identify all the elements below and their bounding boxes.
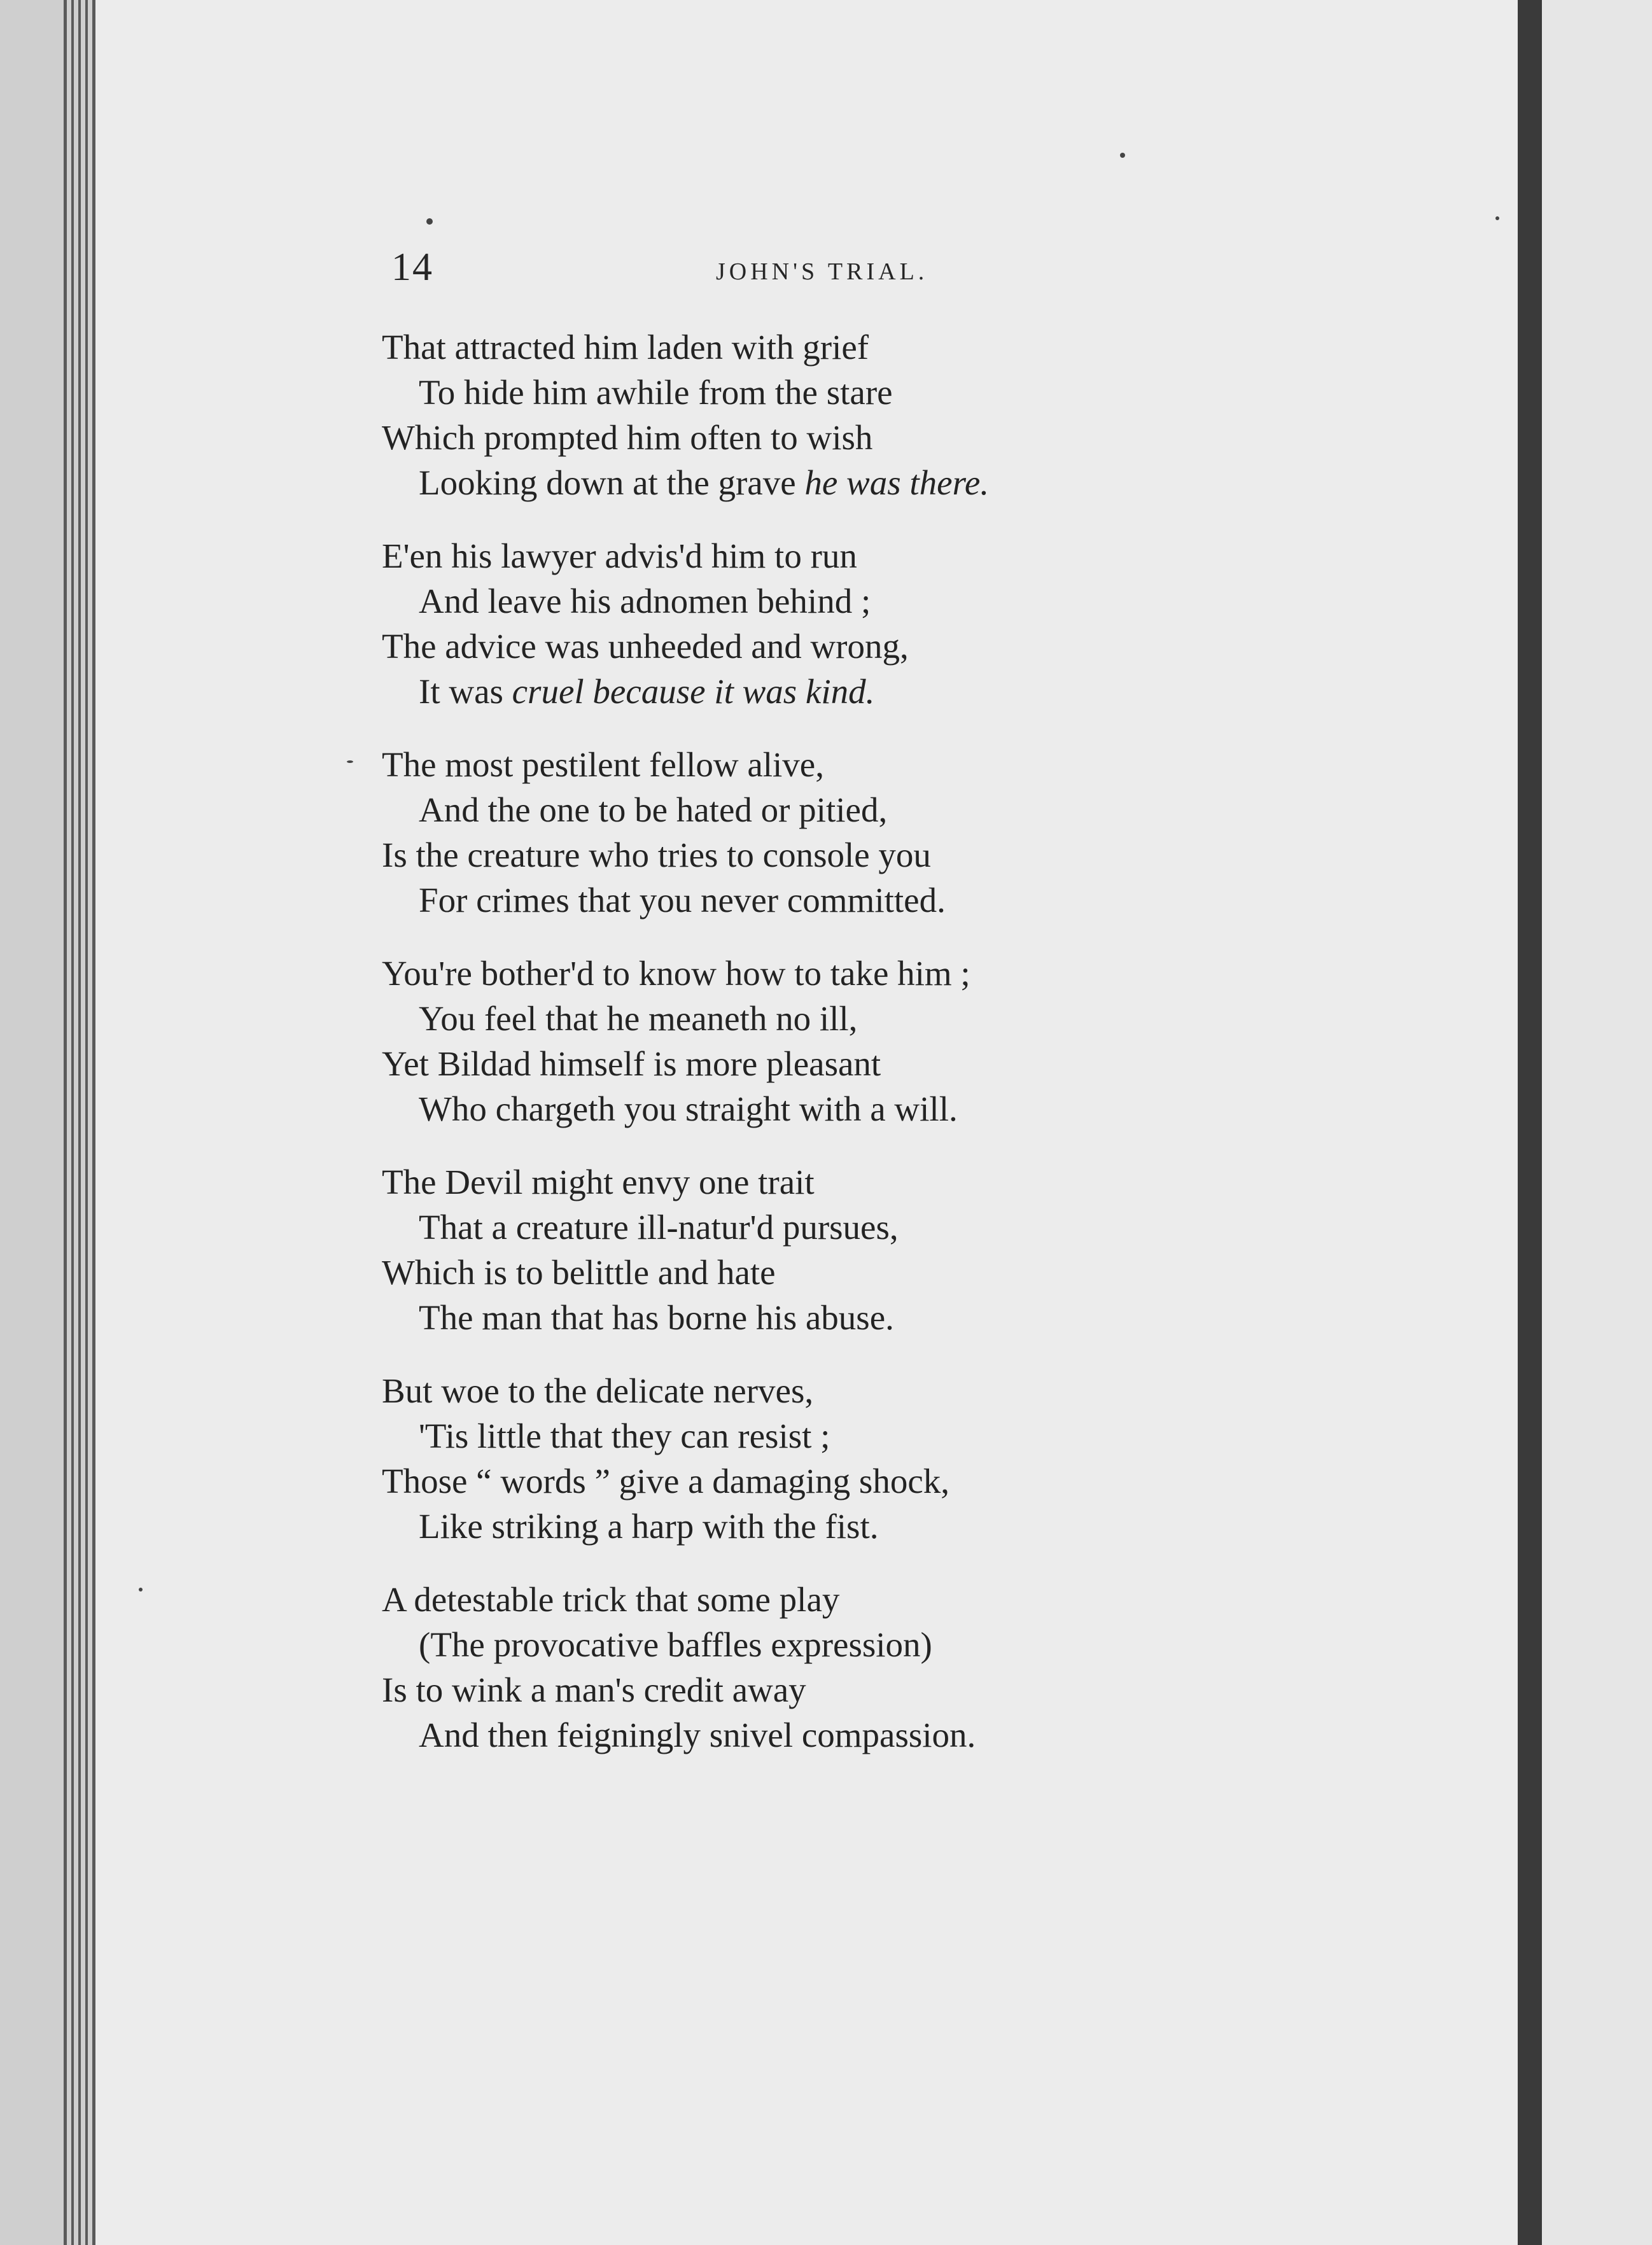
page-edge-line bbox=[78, 0, 81, 2245]
poem bbox=[382, 325, 1145, 1786]
stanza bbox=[382, 1368, 1145, 1549]
poem-line bbox=[382, 1622, 1145, 1667]
poem-line-text: 'Tis little that they can resist ; bbox=[419, 1416, 830, 1455]
poem-line-text: Which prompted him often to wish bbox=[382, 418, 873, 457]
poem-line bbox=[382, 533, 1145, 578]
poem-line-text: Yet Bildad himself is more pleasant bbox=[382, 1044, 881, 1083]
poem-line-text: The Devil might envy one trait bbox=[382, 1163, 815, 1201]
poem-line-text: For crimes that you never committed. bbox=[419, 881, 946, 920]
stanza bbox=[382, 951, 1145, 1131]
stanza bbox=[382, 325, 1145, 505]
poem-line-text: Is to wink a man's credit away bbox=[382, 1670, 806, 1709]
poem-line bbox=[382, 1458, 1145, 1504]
poem-line bbox=[382, 1250, 1145, 1295]
page-number: 14 bbox=[391, 246, 433, 289]
poem-line-text: It was bbox=[419, 672, 512, 711]
poem-line bbox=[382, 1159, 1145, 1205]
running-title: JOHN'S TRIAL. bbox=[716, 258, 928, 285]
poem-line-text: But woe to the delicate nerves, bbox=[382, 1371, 814, 1410]
poem-line bbox=[382, 460, 1145, 505]
poem-line-text: The most pestilent fellow alive, bbox=[382, 745, 824, 784]
page-stack-edge bbox=[0, 0, 95, 2245]
poem-line bbox=[382, 787, 1145, 832]
poem-line bbox=[382, 1086, 1145, 1131]
poem-line-text: That a creature ill-natur'd pursues, bbox=[419, 1208, 899, 1247]
poem-line-text: Like striking a harp with the fist. bbox=[419, 1507, 879, 1546]
poem-line-text: And the one to be hated or pitied, bbox=[419, 790, 888, 829]
poem-line-text: The man that has borne his abuse. bbox=[419, 1298, 894, 1337]
poem-line-italic: he was there. bbox=[804, 463, 990, 502]
poem-line bbox=[382, 669, 1145, 714]
stanza bbox=[382, 1577, 1145, 1758]
poem-line bbox=[382, 951, 1145, 996]
poem-line-text: You feel that he meaneth no ill, bbox=[419, 999, 858, 1038]
poem-line bbox=[382, 996, 1145, 1041]
poem-line-text: Which is to belittle and hate bbox=[382, 1253, 776, 1292]
poem-line bbox=[382, 1667, 1145, 1712]
poem-line-text: That attracted him laden with grief bbox=[382, 328, 869, 367]
poem-line-text: And leave his adnomen behind ; bbox=[419, 582, 871, 620]
speck bbox=[1495, 216, 1499, 220]
poem-line bbox=[382, 624, 1145, 669]
poem-line-text: (The provocative baffles expression) bbox=[419, 1625, 932, 1664]
poem-line bbox=[382, 578, 1145, 624]
poem-line bbox=[382, 832, 1145, 878]
speck bbox=[347, 760, 353, 763]
stanza bbox=[382, 1159, 1145, 1340]
stanza bbox=[382, 533, 1145, 714]
speck bbox=[426, 218, 433, 225]
poem-line-text: A detestable trick that some play bbox=[382, 1580, 840, 1619]
poem-line bbox=[382, 415, 1145, 460]
page-edge-line bbox=[64, 0, 67, 2245]
poem-line bbox=[382, 1504, 1145, 1549]
poem-line bbox=[382, 1041, 1145, 1086]
poem-line bbox=[382, 1368, 1145, 1413]
page-edge-line bbox=[71, 0, 74, 2245]
poem-line-text: The advice was unheeded and wrong, bbox=[382, 627, 909, 666]
poem-line bbox=[382, 1577, 1145, 1622]
page-edge-line bbox=[85, 0, 88, 2245]
poem-line bbox=[382, 1413, 1145, 1458]
stanza bbox=[382, 742, 1145, 923]
poem-line bbox=[382, 1712, 1145, 1758]
poem-line bbox=[382, 325, 1145, 370]
page-gutter-shadow bbox=[1518, 0, 1542, 2245]
poem-line-text: Looking down at the grave bbox=[419, 463, 805, 502]
right-margin bbox=[1542, 0, 1652, 2245]
poem-line bbox=[382, 1205, 1145, 1250]
poem-line-text: E'en his lawyer advis'd him to run bbox=[382, 536, 857, 575]
speck bbox=[1120, 153, 1125, 158]
poem-line-text: To hide him awhile from the stare bbox=[419, 373, 893, 412]
poem-line-italic: cruel because it was kind. bbox=[512, 672, 875, 711]
poem-line-text: You're bother'd to know how to take him ; bbox=[382, 954, 970, 993]
poem-line bbox=[382, 1295, 1145, 1340]
poem-line-text: And then feigningly snivel compassion. bbox=[419, 1716, 976, 1754]
poem-line-text: Who chargeth you straight with a will. bbox=[419, 1089, 958, 1128]
poem-line bbox=[382, 370, 1145, 415]
speck bbox=[139, 1588, 143, 1591]
poem-line bbox=[382, 878, 1145, 923]
poem-line-text: Those “ words ” give a damaging shock, bbox=[382, 1462, 949, 1500]
running-head bbox=[391, 245, 1346, 309]
poem-line bbox=[382, 742, 1145, 787]
poem-line-text: Is the creature who tries to console you bbox=[382, 836, 931, 874]
